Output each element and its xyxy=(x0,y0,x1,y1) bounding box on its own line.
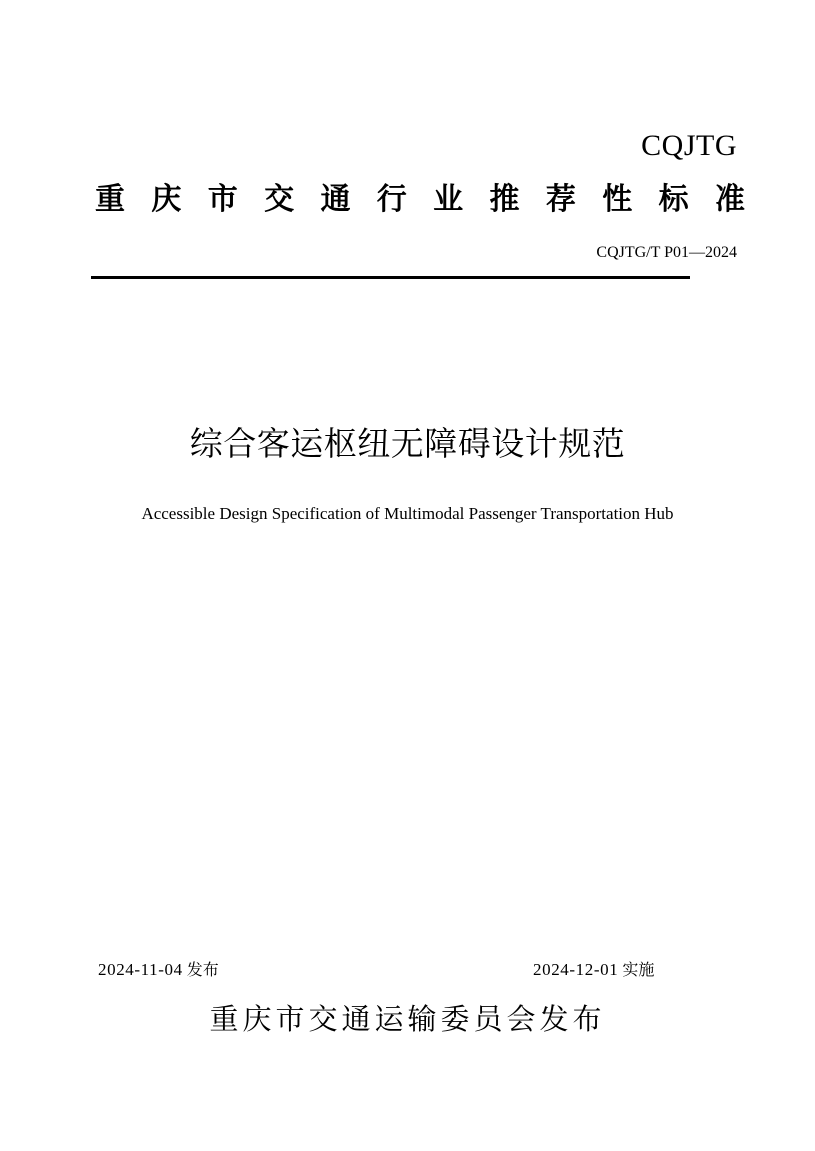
category-char: 推 xyxy=(489,182,520,217)
issue-date: 2024-11-04 xyxy=(98,960,183,979)
category-char: 交 xyxy=(264,182,295,217)
effective-label: 实施 xyxy=(622,960,655,979)
category-char: 荐 xyxy=(545,182,576,217)
category-char: 业 xyxy=(433,182,464,217)
effective-date: 2024-12-01 xyxy=(533,960,619,979)
header-divider xyxy=(91,276,690,279)
category-char: 行 xyxy=(376,182,407,217)
category-char: 性 xyxy=(602,182,633,217)
category-char: 庆 xyxy=(151,182,182,217)
document-title-chinese: 综合客运枢纽无障碍设计规范 xyxy=(189,424,626,463)
category-char: 准 xyxy=(714,182,745,217)
category-char: 标 xyxy=(658,182,689,217)
standard-number: CQJTG/T P01—2024 xyxy=(596,244,737,261)
issue-label: 发布 xyxy=(186,960,219,979)
standard-code-mark: CQJTG xyxy=(641,129,737,162)
category-char: 通 xyxy=(320,182,351,217)
issuing-authority: 重庆市交通运输委员会发布 xyxy=(209,1002,606,1036)
category-char: 市 xyxy=(207,182,238,217)
standard-category-heading xyxy=(95,180,745,220)
category-char: 重 xyxy=(95,182,125,217)
document-title-english: Accessible Design Specification of Multimodal Passenger Transportation Hub xyxy=(141,504,674,523)
issue-date-line xyxy=(98,959,219,981)
effective-date-line xyxy=(533,959,654,981)
